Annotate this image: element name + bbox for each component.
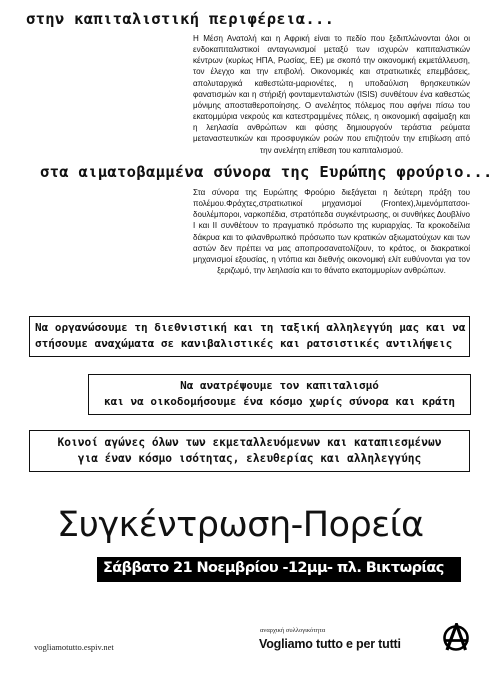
slogan-box-solidarity: [29, 316, 470, 357]
slogan-box-overthrow: [88, 374, 471, 415]
section-paragraph-borders: Στα σύνορα της Ευρώπης Φρούριο διεξάγεται η δεύτερη πράξη του πολέμου.Φράχτες,στρατιωτικοί μηχανισμοί (Frontex),λιμενόμπατσοι-δουλέμποροι, ναρκοπέδια, στρατόπεδα συγκέντρωσης, οι συνθήκες Δουβλίνο Ι και ΙΙ συνθέτουν το πραγματικό πρόσωπο της κυριαρχίας. Τα κροκοδείλια δάκρυα και το φιλανθρωπικό πρόσωπο των κρατικών αξιωματούχων και των αστών δεν πρέπει να μας αποπροσανατολίζουν, το κράτος, οι διακρατικοί μηχανισμοί εξουσίας, η ντόπια και διεθνής οικονομική ελίτ ευθύνονται για τον ξεριζωμό, την λεηλασία και το θάνατο εκατομμυρίων ανθρώπων.: [193, 188, 470, 276]
slogan-box-common-struggles: [29, 430, 470, 472]
section-heading-periphery: στην καπιταλιστική περιφέρεια...: [26, 10, 335, 28]
event-title: Συγκέντρωση-Πορεία: [57, 505, 424, 545]
slogan-line: Να ανατρέψουμε τον καπιταλισμό: [180, 379, 379, 392]
anarchy-logo-icon: [441, 623, 471, 653]
slogan-line: για έναν κόσμο ισότητας, ελευθερίας και αλληλεγγύης: [77, 452, 422, 465]
group-label: αναρχική συλλογικότητα: [260, 627, 326, 634]
slogan-line: Κοινοί αγώνες όλων των εκμεταλλευόμενων και καταπιεσμένων: [57, 436, 442, 449]
slogan-line: και να οικοδομήσουμε ένα κόσμο χωρίς σύνορα και κράτη: [104, 395, 455, 408]
section-paragraph-periphery: Η Μέση Ανατολή και η Αφρική είναι το πεδίο που ξεδιπλώνονται όλοι οι ενδοκαπιταλιστικοί ανταγωνισμοί μεταξύ των ισχυρών καπιταλιστικών κέντρων (κυρίως ΗΠΑ, Ρωσίας, ΕΕ) με σκοπό την οικονομική εκμετάλλευση, τον έλεγχο και την επιβολή. Οικονομικές και στρατιωτικές επεμβάσεις, απολυταρχικά καθεστώτα-μαριονέτες, η υποδαύλιση θρησκευτικών φανατισμών και η στήριξή φονταμενταλιστών (ISIS) συνθέτουν ένα καθεστώς μόνιμης αποσταθεροποίησης. Ο ανελέητος πόλεμος που αφήνει πίσω του εκατομμύρια νεκρούς και κατεστραμμένες πόλεις, η οικονομική αφαίμαξη και η λεηλασία ανθρώπων και φύσης δημιουργούν τεράστια ρεύματα μεταναστευτικών και προσφυγικών ροών που επιζητούν την επιβίωση από την ανελέητη επίθεση του καπιταλισμού.: [193, 34, 470, 155]
website-url: vogliamotutto.espiv.net: [34, 642, 114, 652]
section-heading-borders: στα αιματοβαμμένα σύνορα της Ευρώπης φρούριο...: [40, 163, 493, 181]
group-name: Vogliamo tutto e per tutti: [259, 637, 401, 651]
circle-a-anarchy-icon: [441, 623, 471, 653]
slogan-line: στήσουμε αναχώματα σε κανιβαλιστικές και ρατσιστικές αντιλήψεις: [35, 337, 453, 350]
slogan-line: Να οργανώσουμε τη διεθνιστική και τη ταξική αλληλεγγύη μας και να: [35, 321, 466, 334]
event-details: Σάββατο 21 Νοεμβρίου -12μμ- πλ. Βικτωρίας: [103, 560, 444, 576]
event-details-bar: [97, 557, 461, 582]
